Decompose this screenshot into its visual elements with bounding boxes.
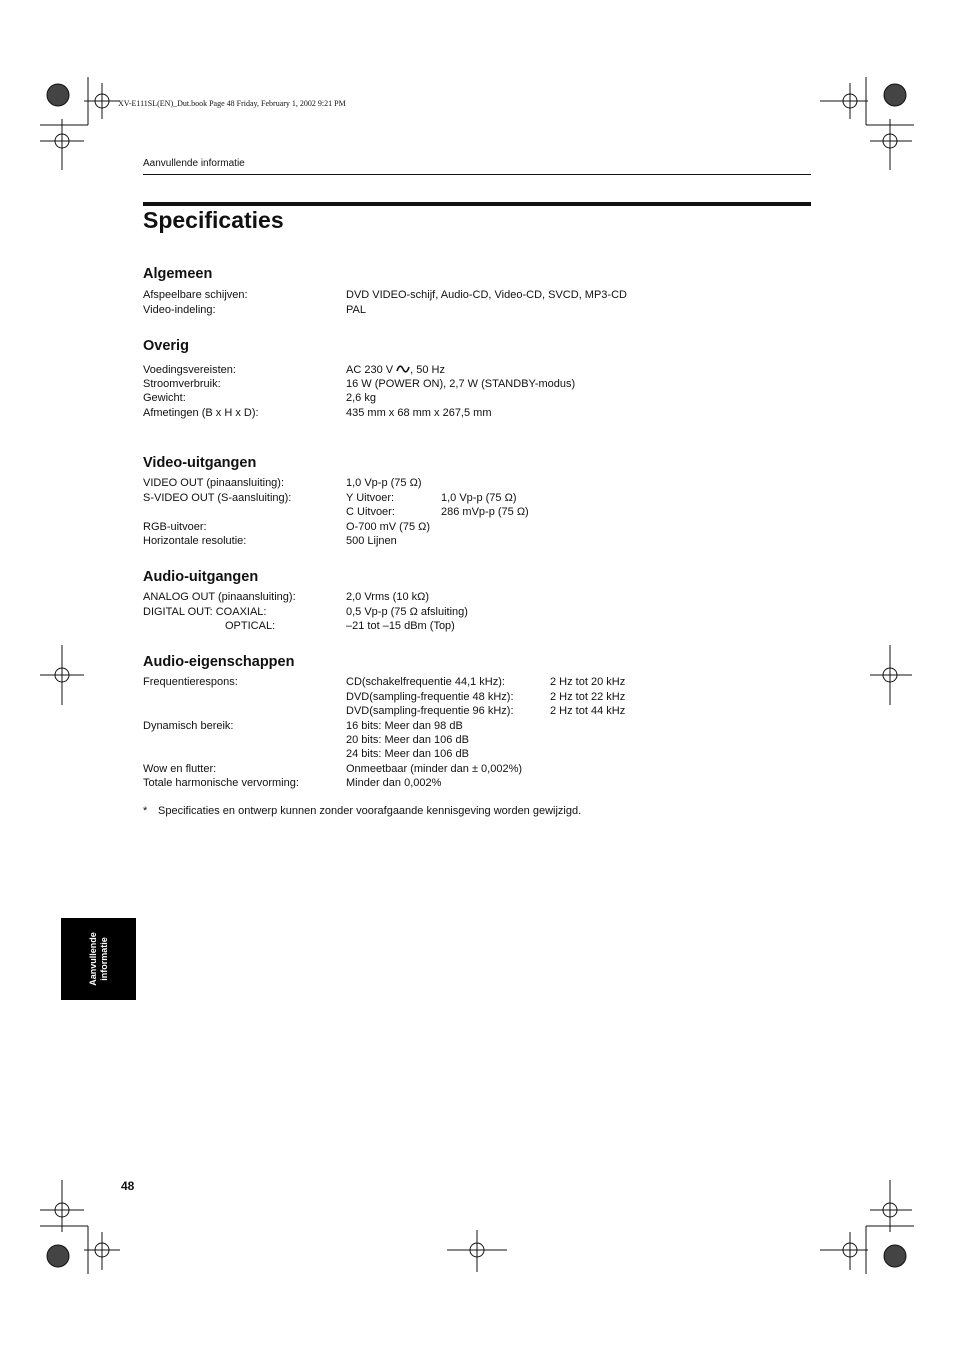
spec-row [143, 675, 823, 689]
running-header: Aanvullende informatie [143, 158, 245, 169]
book-info: XV-E111SL(EN)_Dut.book Page 48 Friday, February 1, 2002 9:21 PM [118, 99, 346, 108]
spec-row [143, 406, 823, 420]
spec-row [143, 505, 823, 519]
spec-label: ANALOG OUT (pinaansluiting): [143, 591, 296, 603]
spec-value: 0,5 Vp-p (75 Ω afsluiting) [346, 606, 468, 618]
spec-value: PAL [346, 304, 366, 316]
spec-row [143, 491, 823, 505]
spec-label: S-VIDEO OUT (S-aansluiting): [143, 492, 292, 504]
spec-row [143, 690, 823, 704]
section-heading-audio-out: Audio-uitgangen [143, 569, 259, 585]
spec-row [143, 363, 823, 377]
spec-value: 16 bits: Meer dan 98 dB [346, 720, 463, 732]
voltage-text: AC 230 V [346, 364, 394, 376]
spec-row [143, 747, 823, 761]
section-side-tab [61, 918, 136, 1000]
spec-row [143, 619, 823, 633]
page-title: Specificaties [143, 207, 284, 233]
spec-row [143, 520, 823, 534]
spec-label: RGB-uitvoer: [143, 521, 207, 533]
spec-row [143, 733, 823, 747]
spec-value: 1,0 Vp-p (75 Ω) [346, 477, 422, 489]
spec-label: Wow en flutter: [143, 763, 217, 775]
spec-value: 2,6 kg [346, 392, 376, 404]
spec-label: Afspeelbare schijven: [143, 289, 248, 301]
spec-label: Voedingsvereisten: [143, 364, 236, 376]
spec-row [143, 391, 823, 405]
spec-row [143, 476, 823, 490]
section-heading-video: Video-uitgangen [143, 455, 257, 471]
spec-extra: 2 Hz tot 20 kHz [550, 676, 626, 688]
spec-value: 1,0 Vp-p (75 Ω) [441, 492, 517, 504]
spec-value: –21 tot –15 dBm (Top) [346, 620, 455, 632]
frequency-text: , 50 Hz [410, 364, 446, 376]
spec-row [143, 762, 823, 776]
spec-value: CD(schakelfrequentie 44,1 kHz): [346, 676, 505, 688]
spec-value: DVD VIDEO-schijf, Audio-CD, Video-CD, SVCD, MP3-CD [346, 289, 627, 301]
spec-value: O-700 mV (75 Ω) [346, 521, 431, 533]
spec-row [143, 534, 823, 548]
spec-row [143, 776, 823, 790]
crosshair-icon [84, 83, 120, 119]
spec-label: OPTICAL: [225, 620, 276, 632]
spec-label: Totale harmonische vervorming: [143, 777, 299, 789]
spec-row [143, 590, 823, 604]
section-heading-overig: Overig [143, 338, 189, 354]
spec-value: 16 W (POWER ON), 2,7 W (STANDBY-modus) [346, 378, 576, 390]
spec-label: DIGITAL OUT: COAXIAL: [143, 606, 267, 618]
section-heading-audio-eig: Audio-eigenschappen [143, 654, 295, 670]
spec-label: Horizontale resolutie: [143, 535, 247, 547]
spec-label: Video-indeling: [143, 304, 216, 316]
spec-value: 286 mVp-p (75 Ω) [441, 506, 529, 518]
spec-value: 500 Lijnen [346, 535, 397, 547]
spec-sublabel: Y Uitvoer: [346, 492, 395, 504]
footnote-asterisk: * [143, 805, 148, 817]
spec-value: Onmeetbaar (minder dan ± 0,002%) [346, 763, 523, 775]
spec-label: Gewicht: [143, 392, 186, 404]
spec-value: 2,0 Vrms (10 kΩ) [346, 591, 429, 603]
footnote-text: Specificaties en ontwerp kunnen zonder voorafgaande kennisgeving worden gewijzigd. [158, 805, 582, 817]
spec-row [143, 704, 823, 718]
spec-label: Frequentierespons: [143, 676, 238, 688]
spec-row [143, 377, 823, 391]
spec-row [143, 719, 823, 733]
spec-label: VIDEO OUT (pinaansluiting): [143, 477, 285, 489]
spec-row [143, 605, 823, 619]
section-heading-algemeen: Algemeen [143, 266, 213, 282]
footnote [143, 805, 581, 817]
spec-row [143, 288, 823, 302]
spec-label: Dynamisch bereik: [143, 720, 234, 732]
spec-value: 20 bits: Meer dan 106 dB [346, 734, 469, 746]
spec-value: DVD(sampling-frequentie 48 kHz): [346, 691, 514, 703]
side-tab-line1: Aanvullende [88, 932, 98, 986]
spec-extra: 2 Hz tot 44 kHz [550, 705, 626, 717]
header-rule [143, 174, 811, 175]
ac-wave-icon [396, 364, 410, 374]
spec-value: 435 mm x 68 mm x 267,5 mm [346, 407, 492, 419]
spec-extra: 2 Hz tot 22 kHz [550, 691, 626, 703]
spec-value [346, 363, 445, 377]
spec-sublabel: C Uitvoer: [346, 506, 395, 518]
spec-value: 24 bits: Meer dan 106 dB [346, 748, 469, 760]
title-rule [143, 202, 811, 206]
spec-label: Stroomverbruik: [143, 378, 221, 390]
side-tab-label [88, 932, 110, 986]
spec-value: Minder dan 0,002% [346, 777, 442, 789]
page-number: 48 [121, 1179, 135, 1193]
spec-value: DVD(sampling-frequentie 96 kHz): [346, 705, 514, 717]
spec-row [143, 303, 823, 317]
side-tab-line2: informatie [99, 937, 109, 981]
spec-label: Afmetingen (B x H x D): [143, 407, 259, 419]
